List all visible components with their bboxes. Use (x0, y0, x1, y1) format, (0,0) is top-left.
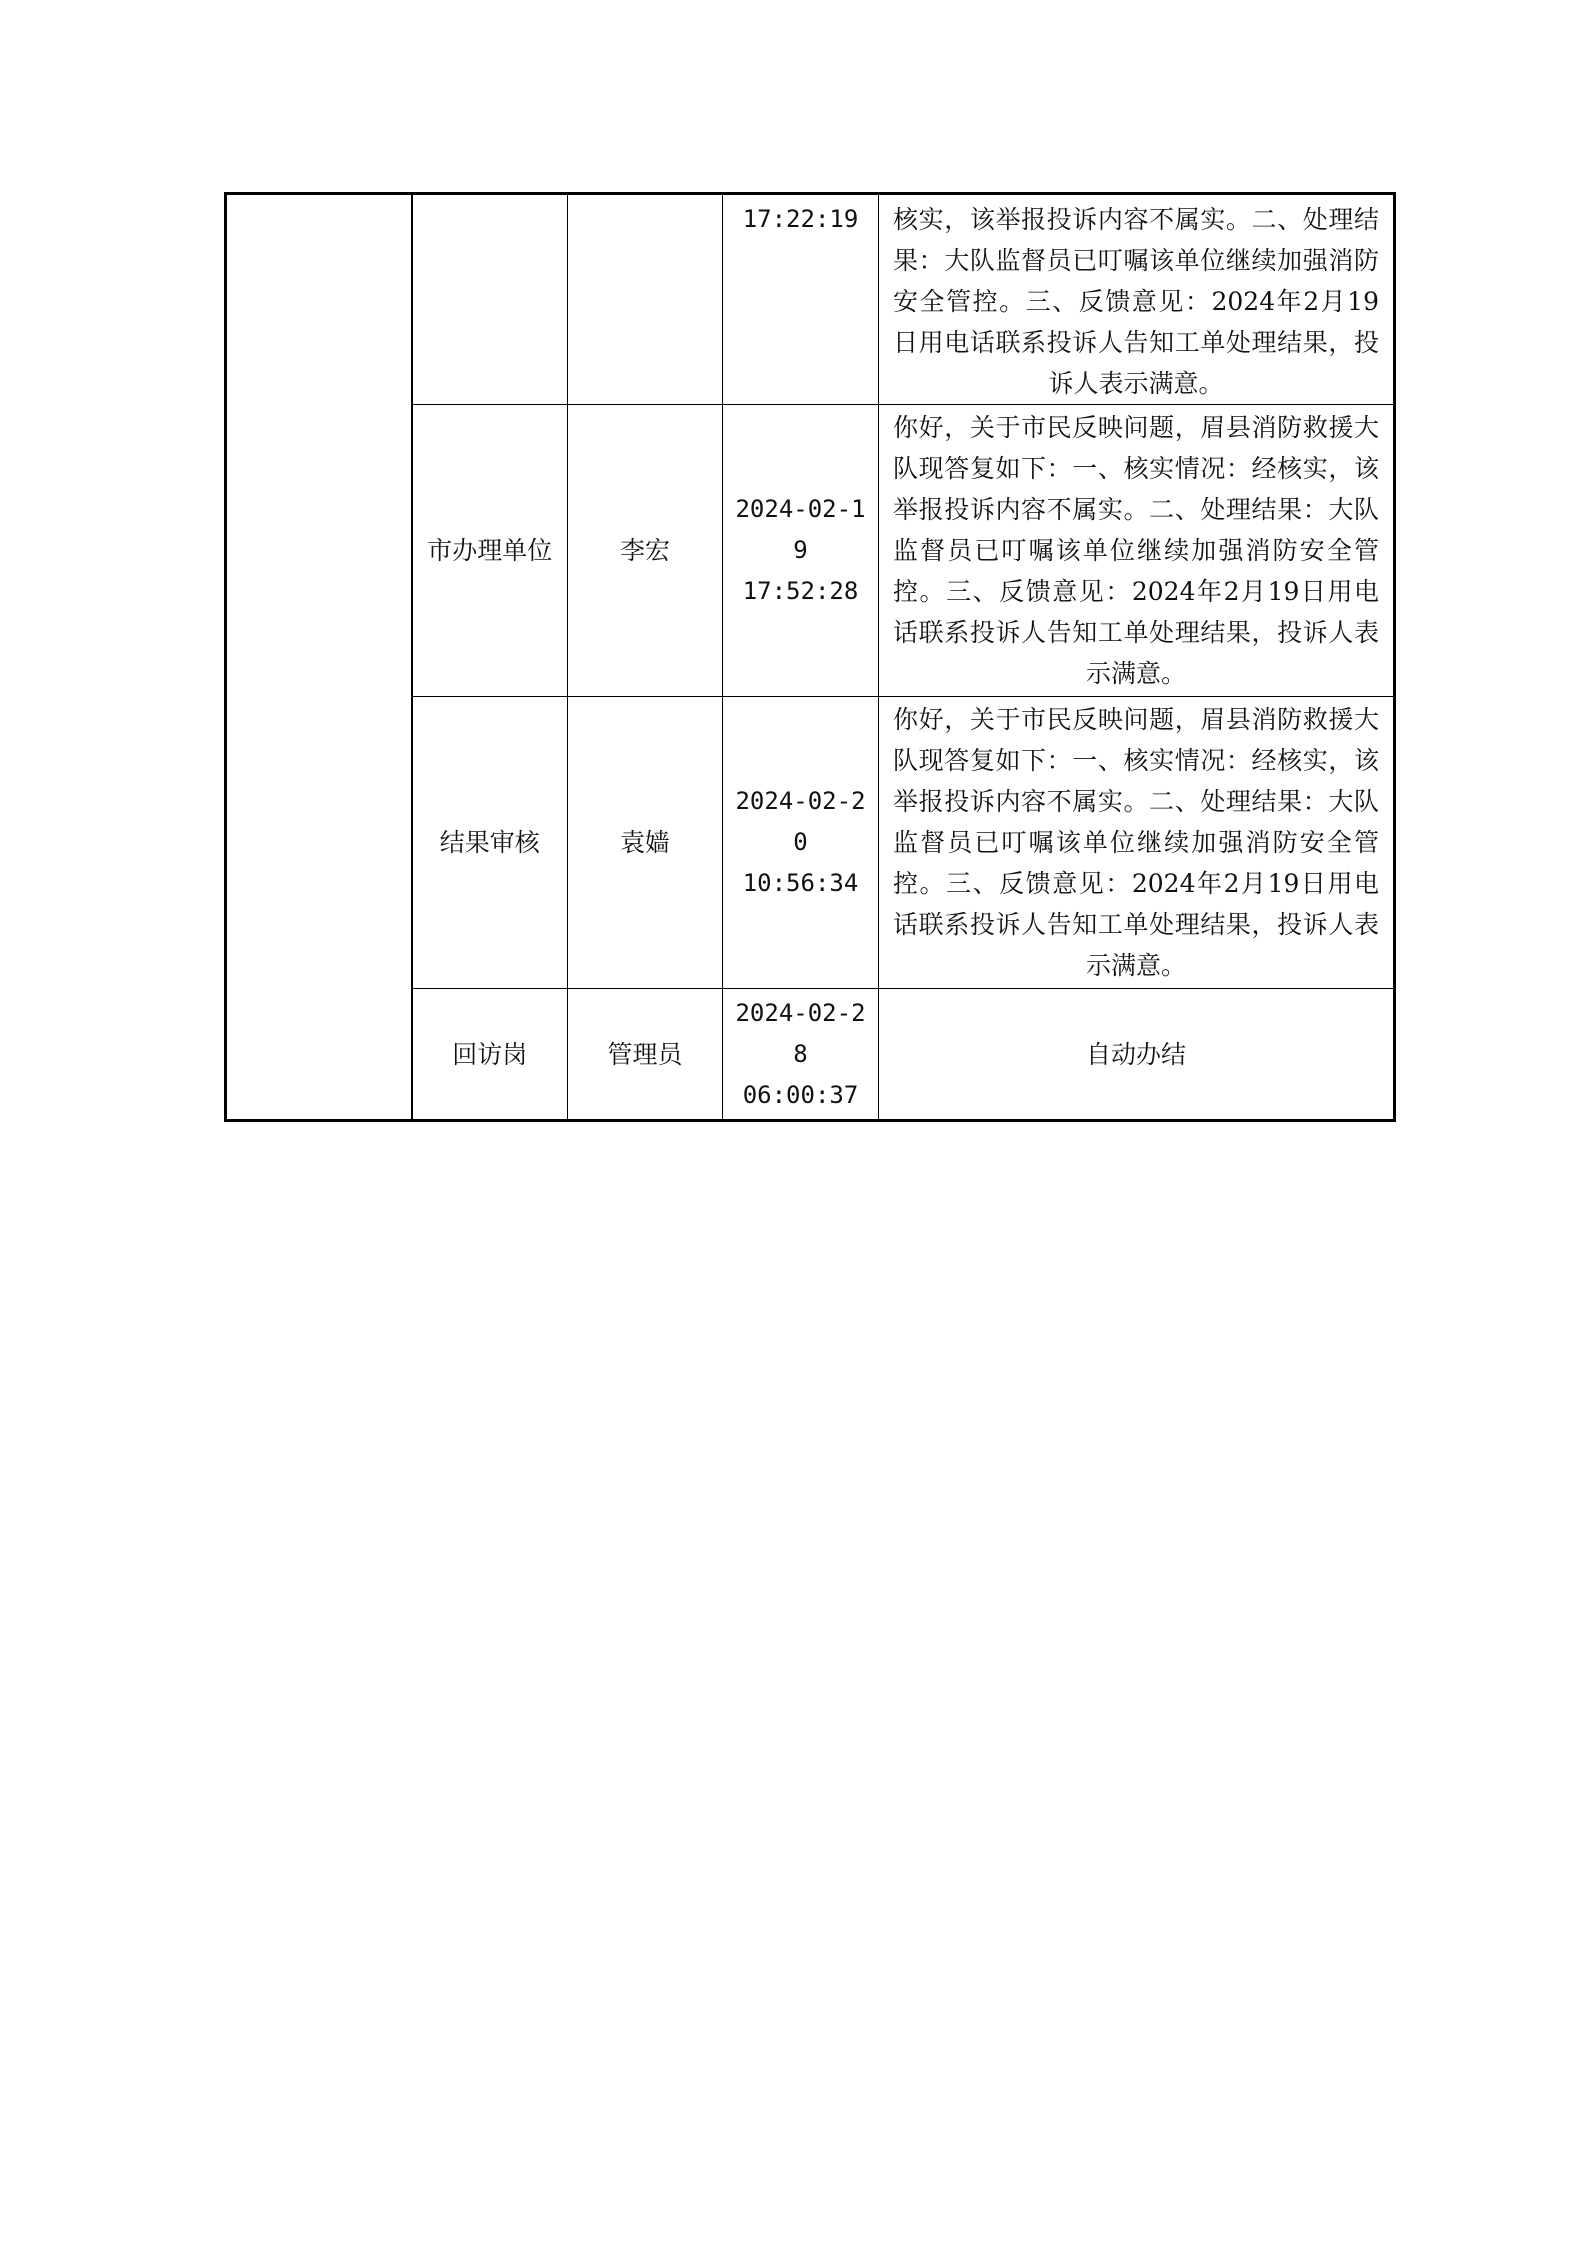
time-line: 06:00:37 (742, 1080, 859, 1109)
person-cell (568, 194, 723, 405)
time-line: 10:56:34 (742, 869, 859, 897)
time-line: 17:52:28 (742, 577, 859, 605)
person-cell: 袁嫱 (568, 697, 723, 989)
merged-label-cell (226, 194, 412, 1121)
time-line: 2024-02-1 (735, 495, 866, 523)
time-line: 2024-02-2 (735, 787, 866, 815)
time-line: 0 (793, 828, 808, 856)
table-row (226, 194, 1395, 405)
step-cell: 市办理单位 (412, 405, 568, 697)
step-cell: 回访岗 (412, 989, 568, 1121)
person-cell: 管理员 (568, 989, 723, 1121)
content-cell: 自动办结 (879, 989, 1395, 1121)
content-cell: 你好，关于市民反映问题，眉县消防救援大队现答复如下：一、核实情况：经核实，该举报投诉内容不属实。二、处理结果：大队监督员已叮嘱该单位继续加强消防安全管控。三、反馈意见：2024年2月19日用电话联系投诉人告知工单处理结果，投诉人表示满意。 (879, 697, 1395, 989)
time-line: 9 (793, 536, 808, 564)
time-line: 8 (793, 1039, 808, 1068)
time-cell (723, 405, 879, 697)
time-line: 2024-02-2 (735, 998, 866, 1027)
content-cell: 你好，关于市民反映问题，眉县消防救援大队现答复如下：一、核实情况：经核实，该举报投诉内容不属实。二、处理结果：大队监督员已叮嘱该单位继续加强消防安全管控。三、反馈意见：2024年2月19日用电话联系投诉人告知工单处理结果，投诉人表示满意。 (879, 405, 1395, 697)
person-cell: 李宏 (568, 405, 723, 697)
time-cell (723, 989, 879, 1121)
step-cell (412, 194, 568, 405)
content-cell: 核实，该举报投诉内容不属实。二、处理结果：大队监督员已叮嘱该单位继续加强消防安全管控。三、反馈意见：2024年2月19日用电话联系投诉人告知工单处理结果，投诉人表示满意。 (879, 194, 1395, 405)
time-line: 17:22:19 (742, 205, 859, 233)
process-record-table (224, 192, 1396, 1122)
step-cell: 结果审核 (412, 697, 568, 989)
time-cell (723, 697, 879, 989)
time-cell (723, 194, 879, 405)
